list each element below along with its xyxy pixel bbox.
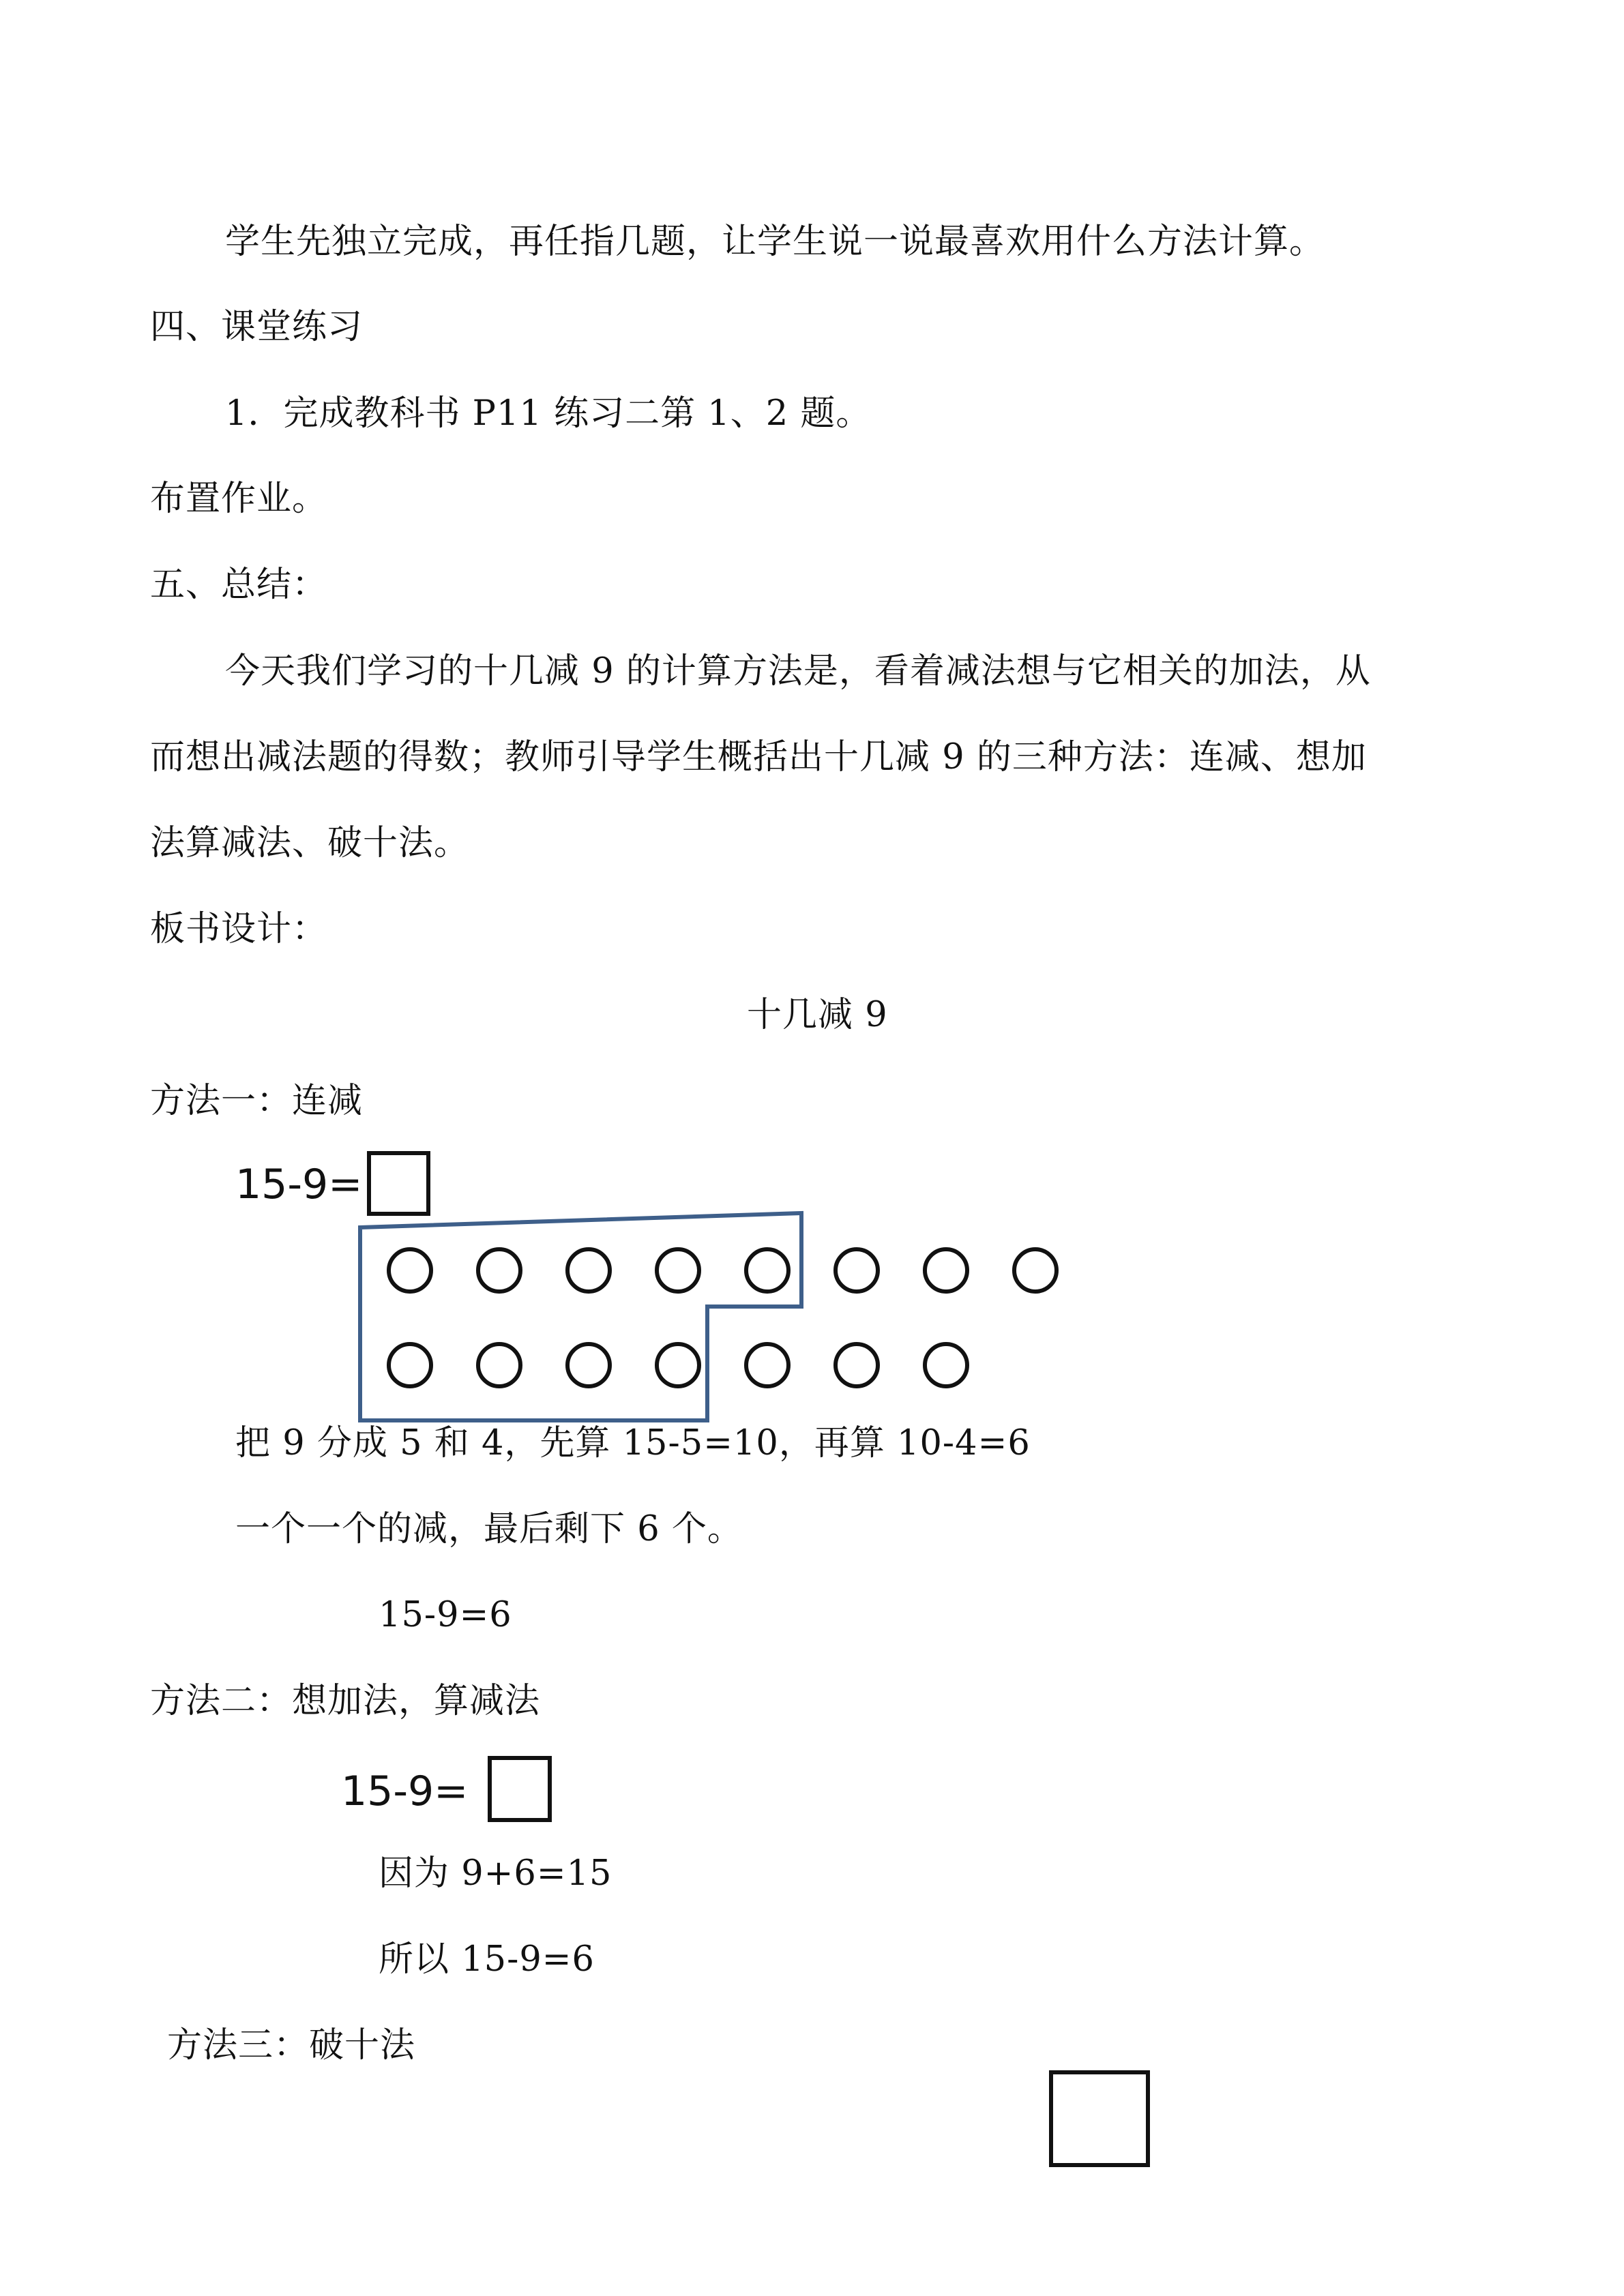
counter-circle: [836, 1249, 878, 1292]
counter-circle: [567, 1344, 610, 1386]
method1-explanation-2: 一个一个的减，最后剩下 6 个。: [235, 1509, 743, 1549]
paragraph-textbook-exercise: 1．完成教科书 P11 练习二第 1、2 题。: [225, 393, 872, 434]
method1-result: 15-9=6: [379, 1595, 512, 1635]
method2-answer-box: [488, 1756, 552, 1822]
counter-circle: [1014, 1249, 1057, 1292]
counter-circle: [567, 1249, 610, 1292]
subtraction-grouping-outline: [360, 1213, 801, 1420]
counter-circle: [657, 1344, 699, 1386]
method3-heading: 方法三：破十法: [167, 2025, 416, 2066]
method2-heading: 方法二：想加法，算减法: [150, 1681, 541, 1721]
counter-circle: [657, 1249, 699, 1292]
paragraph-homework: 布置作业。: [150, 479, 328, 519]
counter-circle: [925, 1249, 967, 1292]
counter-circle: [746, 1344, 788, 1386]
paragraph-independent-work: 学生先独立完成，再任指几题，让学生说一说最喜欢用什么方法计算。: [225, 222, 1325, 262]
section-heading-classroom-practice: 四、课堂练习: [150, 307, 364, 347]
counter-circle: [746, 1249, 788, 1292]
method2-therefore: 所以 15-9=6: [379, 1939, 595, 1980]
section-heading-summary: 五、总结：: [150, 565, 328, 605]
counter-circle: [925, 1344, 967, 1386]
board-design-label: 板书设计：: [150, 909, 328, 949]
board-title: 十几减 9: [747, 995, 888, 1035]
method2-because: 因为 9+6=15: [379, 1853, 612, 1894]
counter-circle: [389, 1344, 431, 1386]
method1-explanation-1: 把 9 分成 5 和 4，先算 15-5=10，再算 10-4=6: [235, 1423, 1031, 1463]
counter-circle: [836, 1344, 878, 1386]
summary-line-1: 今天我们学习的十几减 9 的计算方法是，看着减法想与它相关的加法，从: [225, 651, 1371, 691]
counter-circle: [478, 1344, 520, 1386]
method2-equation: 15-9=: [341, 1768, 469, 1815]
counter-circle: [389, 1249, 431, 1292]
counter-row-bottom: [389, 1344, 967, 1386]
method1-heading: 方法一：连减: [150, 1081, 364, 1121]
counter-row-top: [389, 1249, 1057, 1292]
summary-line-2: 而想出减法题的得数；教师引导学生概括出十几减 9 的三种方法：连减、想加: [150, 737, 1367, 777]
method1-equation: 15-9=: [235, 1161, 363, 1208]
method3-answer-box: [1049, 2070, 1150, 2167]
counter-circle: [478, 1249, 520, 1292]
summary-line-3: 法算减法、破十法。: [150, 823, 470, 863]
